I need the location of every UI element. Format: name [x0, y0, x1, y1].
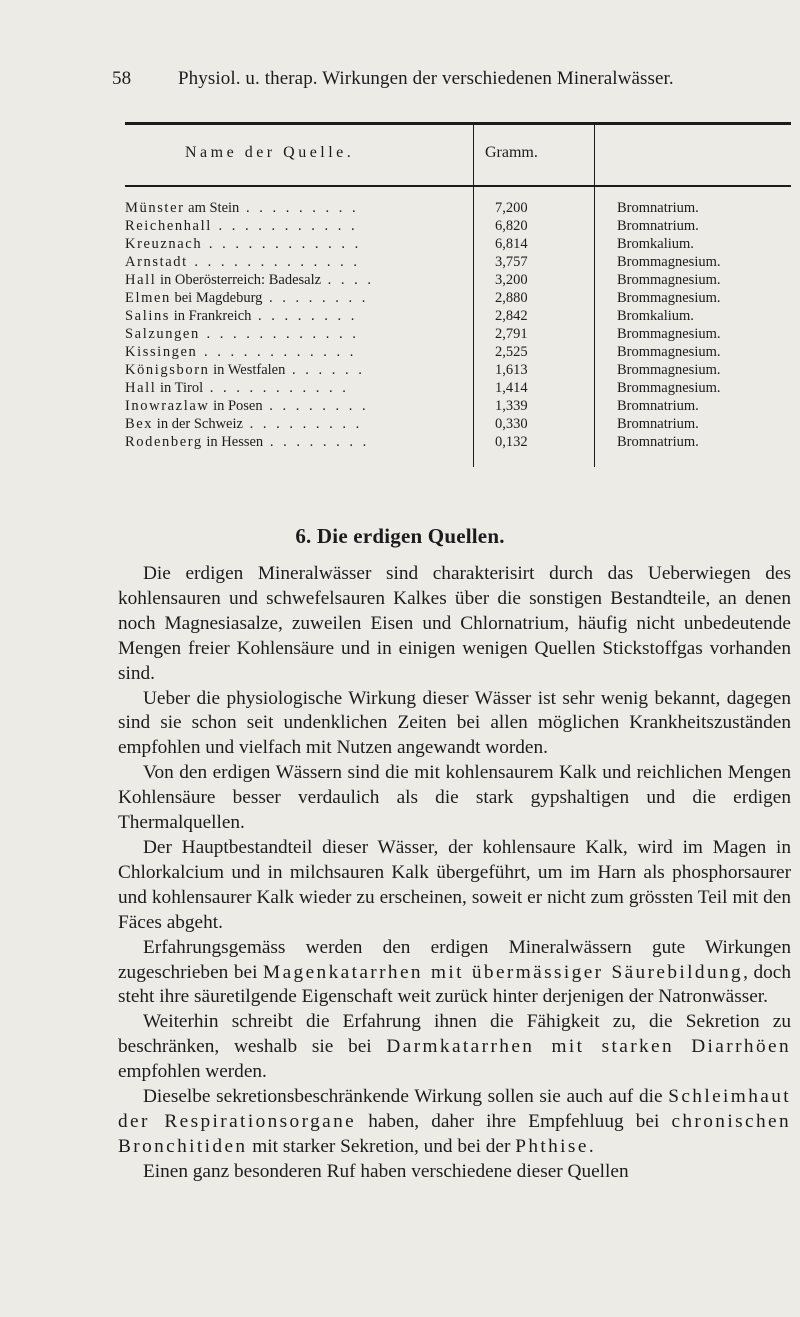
table-row: [125, 343, 791, 361]
paragraph: Dieselbe sekretionsbeschränkende Wirkung sollen sie auch auf die Schleimhaut der Respirationsorgane haben, daher ihre Empfehluug bei chronischen Bronchitiden mit starker Sekretion, und bei der Phthise.: [118, 1086, 791, 1157]
salt-name: Brommagnesium.: [617, 380, 721, 396]
table-row: [125, 217, 791, 235]
gramm-value: 6,814: [495, 236, 528, 252]
gramm-value: 2,842: [495, 308, 528, 324]
spring-name: Rodenberg in Hessen . . . . . . . .: [125, 434, 370, 450]
gramm-value: 0,330: [495, 416, 528, 432]
table-row: [125, 379, 791, 397]
gramm-value: 3,200: [495, 272, 528, 288]
gramm-value: 1,339: [495, 398, 528, 414]
table-row: [125, 271, 791, 289]
paragraph: Weiterhin schreibt die Erfahrung ihnen die Fähigkeit zu, die Sekretion zu beschränken, weshalb sie bei Darmkatarrhen mit starken Diarrhöen empfohlen werden.: [118, 1011, 791, 1083]
salt-name: Brommagnesium.: [617, 326, 721, 342]
gramm-value: 1,414: [495, 380, 528, 396]
gramm-value: 2,791: [495, 326, 528, 342]
salt-name: Bromkalium.: [617, 308, 694, 324]
salt-name: Brommagnesium.: [617, 290, 721, 306]
gramm-value: 2,880: [495, 290, 528, 306]
emphasis: chronischen Bronchitiden: [118, 1110, 791, 1157]
spring-name: Reichenhall . . . . . . . . . . .: [125, 218, 358, 234]
paragraph: Ueber die physiologische Wirkung dieser Wässer ist sehr wenig bekannt, dagegen sind sie schon seit undenklichen Zeiten bei allen möglichen Krankheitszuständen empfohlen und vielfach mit Nutzen angewandt worden.: [118, 687, 791, 759]
paragraph: Der Hauptbestandteil dieser Wässer, der kohlensaure Kalk, wird im Magen in Chlorkalcium und in milchsauren Kalk übergeführt, um im Harn als phosphorsaurer und kohlensaurer Kalk wieder zu erscheinen, soweit er nicht zum grössten Teil mit den Fäces abgeht.: [118, 836, 791, 933]
table-row: [125, 253, 791, 271]
gramm-value: 7,200: [495, 200, 528, 216]
running-title: Physiol. u. therap. Wirkungen der verschiedenen Mineralwässer.: [178, 68, 674, 89]
emphasis: Darmkatarrhen mit starken Diarrhöen: [386, 1036, 791, 1058]
table-top-rule: [125, 122, 791, 125]
paragraph: Einen ganz besonderen Ruf haben verschiedene dieser Quellen: [143, 1160, 629, 1182]
salt-name: Brommagnesium.: [617, 254, 721, 270]
table-row: [125, 433, 791, 451]
spring-name: Königsborn in Westfalen . . . . . .: [125, 362, 365, 378]
salt-name: Bromnatrium.: [617, 200, 699, 216]
salt-name: Bromnatrium.: [617, 434, 699, 450]
spring-name: Hall in Oberösterreich: Badesalz . . . .: [125, 272, 375, 288]
table-row: [125, 361, 791, 379]
gramm-value: 6,820: [495, 218, 528, 234]
table-row: [125, 397, 791, 415]
paragraph: Von den erdigen Wässern sind die mit kohlensaurem Kalk und reichlichen Mengen Kohlensäure besser verdaulich als die stark gypshaltigen und die erdigen Thermalquellen.: [118, 762, 791, 834]
spring-name: Bex in der Schweiz . . . . . . . . .: [125, 416, 363, 432]
page-number: 58: [112, 68, 132, 89]
spring-name: Kissingen . . . . . . . . . . . .: [125, 344, 357, 360]
paragraph: Erfahrungsgemäss werden den erdigen Mineralwässern gute Wirkungen zugeschrieben bei Magenkatarrhen mit übermässiger Säurebildung, doch steht ihre säuretilgende Eigenschaft weit zurück hinter derjenigen der Natronwässer.: [118, 936, 791, 1008]
emphasis: Phthise: [515, 1135, 589, 1157]
spring-name: Arnstadt . . . . . . . . . . . . .: [125, 254, 360, 270]
column-header-gramm: Gramm.: [485, 144, 538, 161]
column-header-name: Name der Quelle.: [185, 144, 355, 161]
table-row: [125, 307, 791, 325]
body-text: [118, 562, 791, 1185]
spring-name: Salzungen . . . . . . . . . . . .: [125, 326, 359, 342]
salt-name: Bromnatrium.: [617, 398, 699, 414]
salt-name: Bromkalium.: [617, 236, 694, 252]
gramm-value: 1,613: [495, 362, 528, 378]
table-header-rule: [125, 185, 791, 187]
spring-name: Elmen bei Magdeburg . . . . . . . .: [125, 290, 369, 306]
gramm-value: 2,525: [495, 344, 528, 360]
gramm-value: 0,132: [495, 434, 528, 450]
spring-name: Hall in Tirol . . . . . . . . . . .: [125, 380, 349, 396]
spring-name: Inowrazlaw in Posen . . . . . . . .: [125, 398, 369, 414]
section-heading: 6. Die erdigen Quellen.: [295, 524, 505, 548]
table-row: [125, 235, 791, 253]
salt-name: Bromnatrium.: [617, 218, 699, 234]
spring-name: Münster am Stein . . . . . . . . .: [125, 200, 359, 216]
salt-name: Brommagnesium.: [617, 272, 721, 288]
table-row: [125, 289, 791, 307]
salt-name: Brommagnesium.: [617, 362, 721, 378]
table-row: [125, 199, 791, 217]
salt-name: Bromnatrium.: [617, 416, 699, 432]
table-row: [125, 415, 791, 433]
spring-name: Kreuznach . . . . . . . . . . . .: [125, 236, 362, 252]
paragraph: Die erdigen Mineralwässer sind charakterisirt durch das Ueberwiegen des kohlensauren und schwefelsauren Kalkes über die sonstigen Bestandteile, an denen noch Magnesiasalze, zuweilen Eisen und Chlornatrium, häufig nicht unbedeutende Mengen freier Kohlensäure und in einigen wenigen Quellen Stickstoffgas vorhanden sind.: [118, 563, 791, 684]
table-row: [125, 325, 791, 343]
spring-name: Salins in Frankreich . . . . . . . .: [125, 308, 358, 324]
salt-name: Brommagnesium.: [617, 344, 721, 360]
emphasis: Schleimhaut der Respirationsorgane: [118, 1086, 791, 1132]
emphasis: Magenkatarrhen mit übermässiger Säurebildung: [263, 961, 744, 983]
gramm-value: 3,757: [495, 254, 528, 270]
